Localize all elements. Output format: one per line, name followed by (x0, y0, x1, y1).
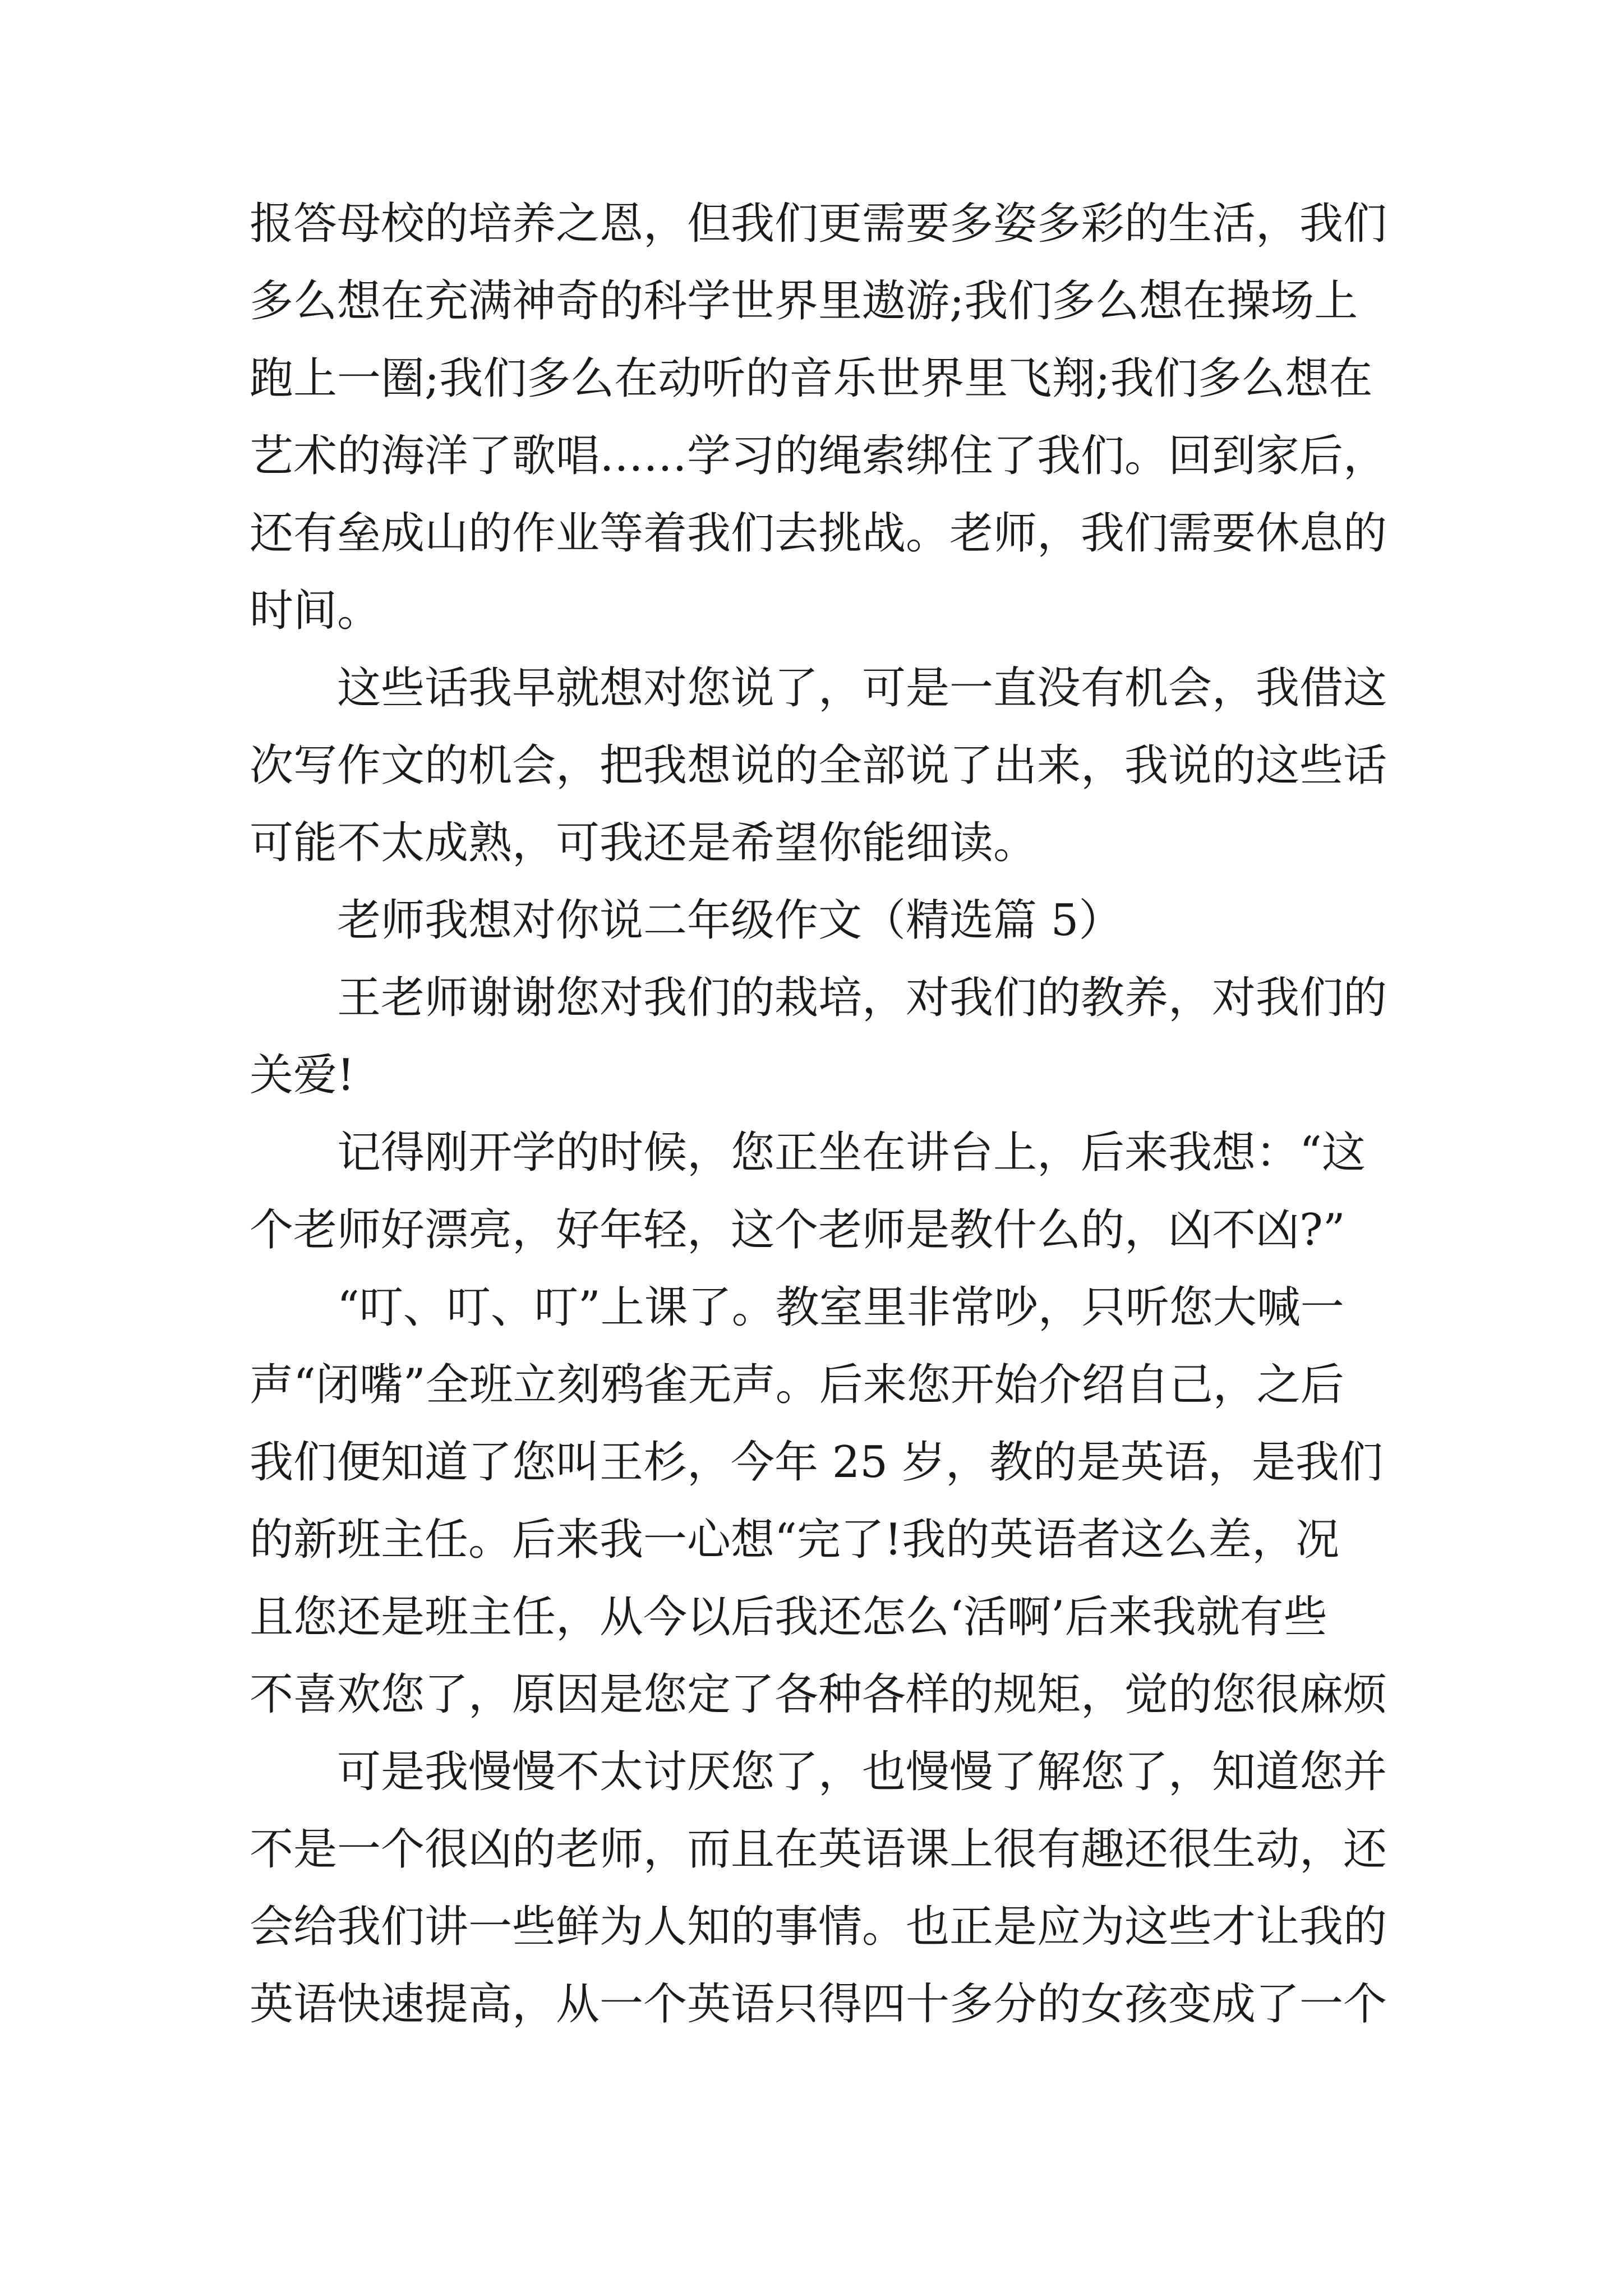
paragraph-start-line: 这些话我早就想对您说了，可是一直没有机会，我借这 (337, 663, 1387, 714)
text-line: 跑上一圈;我们多么在动听的音乐世界里飞翔;我们多么想在 (250, 353, 1373, 404)
text-line: 次写作文的机会，把我想说的全部说了出来，我说的这些话 (250, 740, 1387, 791)
paragraph-start-line: “叮、叮、叮”上课了。教室里非常吵，只听您大喊一 (337, 1282, 1344, 1333)
text-line: 可能不太成熟，可我还是希望你能细读。 (250, 818, 1038, 868)
text-line: 报答母校的培养之恩，但我们更需要多姿多彩的生活，我们 (250, 199, 1387, 249)
text-line: 声“闭嘴”全班立刻鸦雀无声。后来您开始介绍自己，之后 (250, 1360, 1344, 1410)
text-line: 个老师好漂亮，好年轻，这个老师是教什么的，凶不凶?” (250, 1205, 1345, 1255)
text-line: 且您还是班主任，从今以后我还怎么‘活啊’后来我就有些 (250, 1592, 1327, 1642)
text-line: 不喜欢您了，原因是您定了各种各样的规矩，觉的您很麻烦 (250, 1669, 1387, 1720)
paragraph-start-line: 记得刚开学的时候，您正坐在讲台上，后来我想：“这 (337, 1128, 1366, 1178)
section-heading: 老师我想对你说二年级作文（精选篇 5） (337, 895, 1123, 946)
text-line: 多么想在充满神奇的科学世界里遨游;我们多么想在操场上 (250, 276, 1358, 326)
text-line: 关爱! (250, 1050, 355, 1101)
text-line: 艺术的海洋了歌唱……学习的绳索绑住了我们。回到家后， (250, 431, 1387, 481)
paragraph-start-line: 王老师谢谢您对我们的栽培，对我们的教养，对我们的 (337, 973, 1387, 1023)
text-line: 时间。 (250, 586, 381, 636)
text-line: 还有垒成山的作业等着我们去挑战。老师，我们需要休息的 (250, 508, 1387, 559)
text-line: 的新班主任。后来我一心想“完了!我的英语者这么差，况 (250, 1515, 1340, 1565)
text-line: 我们便知道了您叫王杉，今年 25 岁，教的是英语，是我们 (250, 1437, 1383, 1488)
text-line: 会给我们讲一些鲜为人知的事情。也正是应为这些才让我的 (250, 1902, 1387, 1952)
text-line: 不是一个很凶的老师，而且在英语课上很有趣还很生动，还 (250, 1824, 1387, 1875)
paragraph-start-line: 可是我慢慢不太讨厌您了，也慢慢了解您了，知道您并 (337, 1747, 1387, 1797)
text-line: 英语快速提高，从一个英语只得四十多分的女孩变成了一个 (250, 1979, 1387, 2030)
document-body (250, 185, 1394, 2043)
